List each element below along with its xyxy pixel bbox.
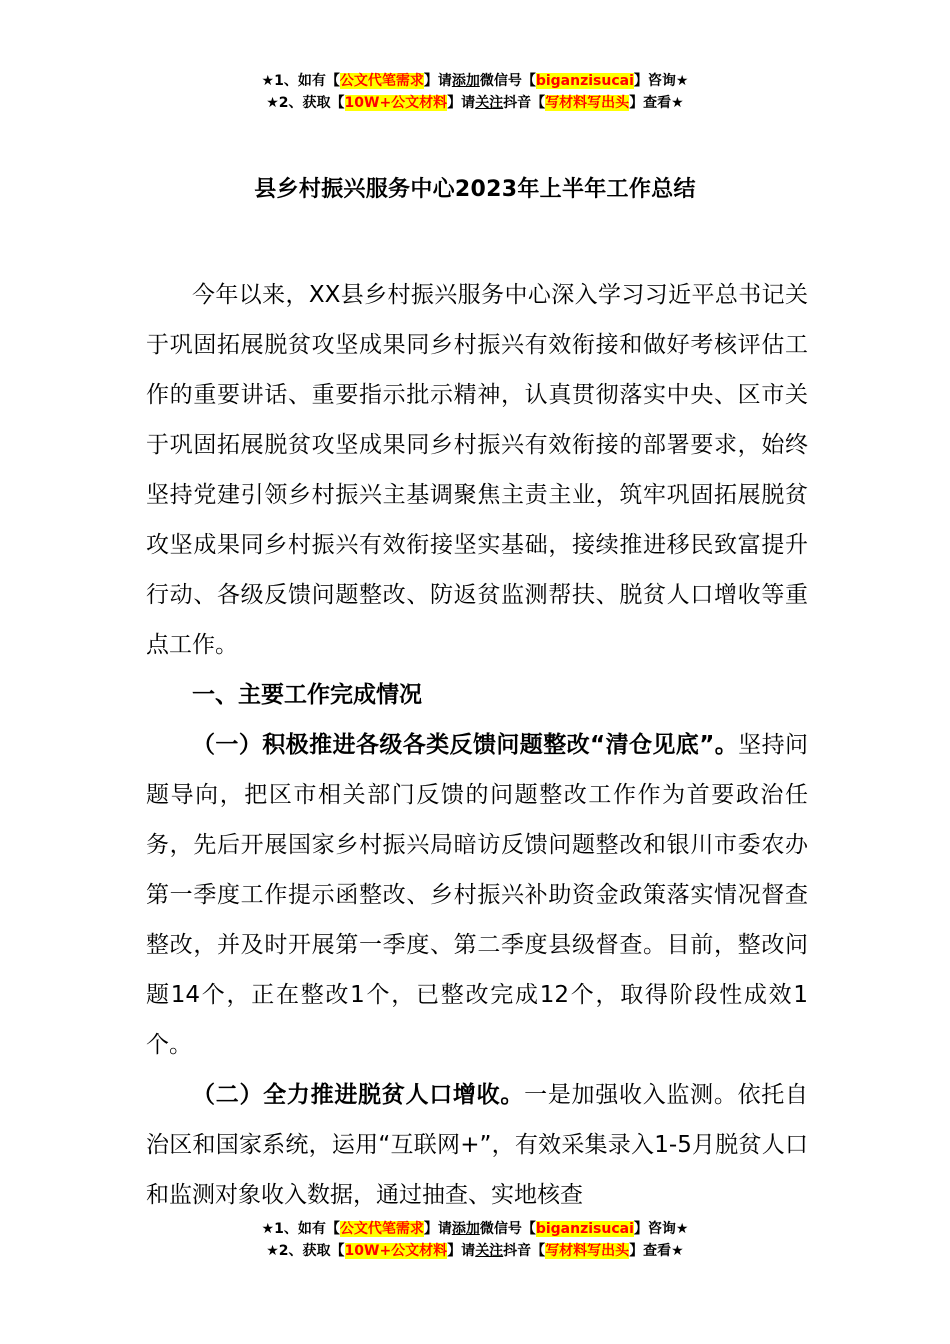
- promo-banner-bottom: [0, 1218, 950, 1262]
- promo-line-2: ★2、获取【10W+公文材料】请关注抖音【写材料写出头】查看★: [266, 1243, 684, 1259]
- subsection-1: [146, 720, 808, 1070]
- promo-line-1: ★1、如有【公文代笔需求】请添加微信号【biganzisucai】咨询★: [261, 1221, 689, 1237]
- document-body: [146, 270, 808, 1220]
- section-heading: 一、主要工作完成情况: [192, 682, 422, 708]
- promo-line-1: ★1、如有【公文代笔需求】请添加微信号【biganzisucai】咨询★: [261, 73, 689, 89]
- promo-line-2: ★2、获取【10W+公文材料】请关注抖音【写材料写出头】查看★: [266, 95, 684, 111]
- subsection-2: [146, 1070, 808, 1220]
- intro-paragraph: 今年以来，XX县乡村振兴服务中心深入学习习近平总书记关于巩固拓展脱贫攻坚成果同乡村振兴有效衔接和做好考核评估工作的重要讲话、重要指示批示精神，认真贯彻落实中央、区市关于巩固拓展脱贫攻坚成果同乡村振兴有效衔接的部署要求，始终坚持党建引领乡村振兴主基调聚焦主责主业，筑牢巩固拓展脱贫攻坚成果同乡村振兴有效衔接坚实基础，接续推进移民致富提升行动、各级反馈问题整改、防返贫监测帮扶、脱贫人口增收等重点工作。: [146, 282, 808, 658]
- subsection-2-body: 一是加强收入监测。依托自治区和国家系统，运用“互联网+”，有效采集录入1-5月脱贫人口和监测对象收入数据，通过抽查、实地核查: [146, 1082, 809, 1208]
- document-title: 县乡村振兴服务中心2023年上半年工作总结: [254, 177, 696, 202]
- promo-banner-top: [0, 70, 950, 114]
- subsection-1-heading: （一）积极推进各级各类反馈问题整改“清仓见底”。: [192, 732, 739, 758]
- subsection-2-heading: （二）全力推进脱贫人口增收。: [192, 1082, 525, 1108]
- subsection-1-body: 坚持问题导向，把区市相关部门反馈的问题整改工作作为首要政治任务，先后开展国家乡村振兴局暗访反馈问题整改和银川市委农办第一季度工作提示函整改、乡村振兴补助资金政策落实情况督查整改，并及时开展第一季度、第二季度县级督查。目前，整改问题14个，正在整改1个，已整改完成12个，取得阶段性成效1个。: [146, 732, 808, 1058]
